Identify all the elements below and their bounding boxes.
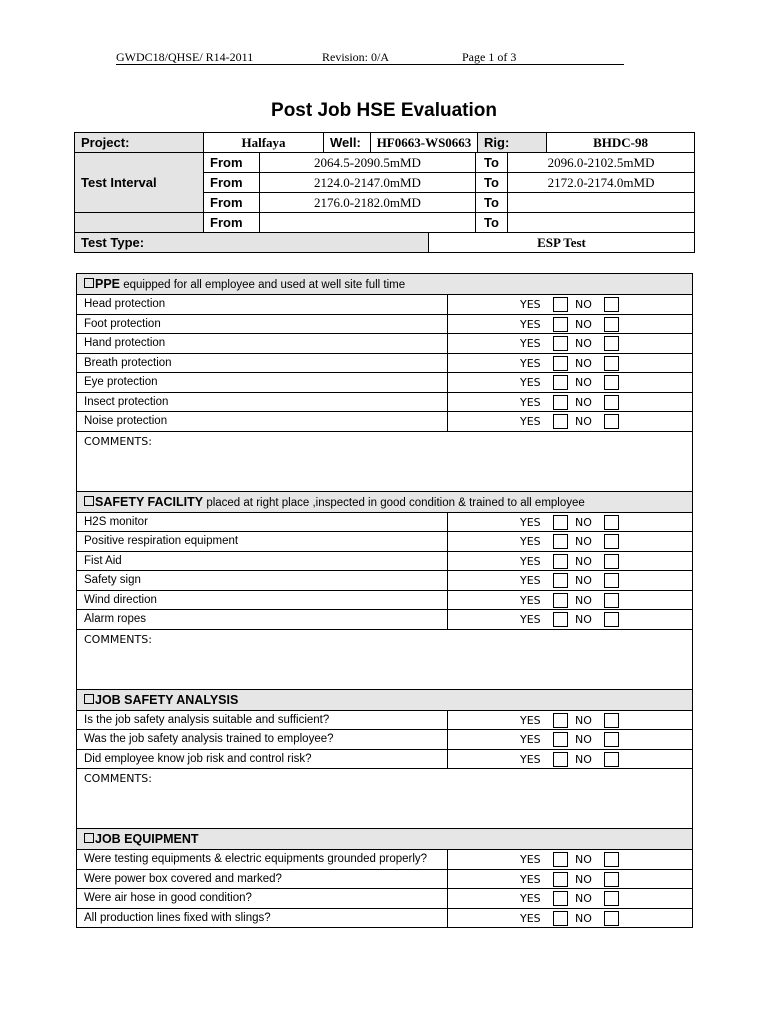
- checklist-row: [77, 512, 693, 532]
- no-label: NO: [575, 298, 592, 312]
- checklist-row: [77, 610, 693, 630]
- yes-label: YES: [520, 853, 541, 867]
- section-header: [77, 491, 693, 512]
- checklist-item-label: H2S monitor: [77, 512, 448, 532]
- comments-field[interactable]: [77, 431, 693, 491]
- interval-from-value: 2176.0-2182.0mMD: [260, 193, 476, 213]
- header-rule: [116, 64, 624, 65]
- section-header: [77, 274, 693, 295]
- checklist-row: [77, 353, 693, 373]
- no-label: NO: [575, 853, 592, 867]
- project-value: Halfaya: [204, 133, 324, 153]
- yes-label: YES: [520, 415, 541, 429]
- checklist-row: [77, 749, 693, 769]
- well-value: HF0663-WS0663: [371, 133, 478, 152]
- test-type-value: ESP Test: [429, 233, 695, 253]
- section-title: JOB SAFETY ANALYSIS: [95, 692, 239, 707]
- no-checkbox[interactable]: [604, 911, 619, 926]
- yes-label: YES: [520, 515, 541, 529]
- checklist-item-label: Fist Aid: [77, 551, 448, 571]
- yes-checkbox[interactable]: [553, 297, 568, 312]
- form-title: Post Job HSE Evaluation: [271, 100, 497, 121]
- checklist-row: [77, 392, 693, 412]
- yes-label: YES: [520, 613, 541, 627]
- to-label: To: [476, 173, 508, 193]
- yes-checkbox[interactable]: [553, 336, 568, 351]
- job-info-table: [74, 132, 695, 253]
- section-title: SAFETY FACILITY: [95, 494, 204, 509]
- checkbox-glyph-icon: [84, 496, 94, 506]
- page-number: Page 1 of 3: [462, 50, 517, 64]
- comments-row: [77, 769, 693, 829]
- no-label: NO: [575, 395, 592, 409]
- yes-checkbox[interactable]: [553, 317, 568, 332]
- checklist-row: [77, 412, 693, 432]
- yes-checkbox[interactable]: [553, 356, 568, 371]
- checklist-item-label: Were air hose in good condition?: [77, 889, 448, 909]
- checklist-item-label: Noise protection: [77, 412, 448, 432]
- checklist-item-label: Safety sign: [77, 571, 448, 591]
- checklist-row: [77, 730, 693, 750]
- comments-label: COMMENTS:: [84, 434, 152, 448]
- section-description: placed at right place ,inspected in good condition & trained to all employee: [203, 496, 585, 509]
- to-label: To: [476, 213, 508, 233]
- rig-value: BHDC-98: [593, 134, 648, 150]
- yes-checkbox[interactable]: [553, 515, 568, 530]
- no-checkbox[interactable]: [604, 612, 619, 627]
- comments-field[interactable]: [77, 769, 693, 829]
- comments-field[interactable]: [77, 629, 693, 689]
- yes-label: YES: [520, 535, 541, 549]
- yes-checkbox[interactable]: [553, 395, 568, 410]
- no-checkbox[interactable]: [604, 395, 619, 410]
- interval-from-value: 2124.0-2147.0mMD: [260, 173, 476, 193]
- yes-checkbox[interactable]: [553, 612, 568, 627]
- checklist-item-label: Alarm ropes: [77, 610, 448, 630]
- evaluation-table: [76, 273, 693, 928]
- yes-label: YES: [520, 298, 541, 312]
- from-label: From: [204, 193, 260, 213]
- section-description: equipped for all employee and used at well site full time: [120, 279, 406, 291]
- checklist-item-label: Is the job safety analysis suitable and sufficient?: [77, 710, 448, 730]
- checklist-row: [77, 889, 693, 909]
- checklist-item-label: Wind direction: [77, 590, 448, 610]
- checklist-item-label: Hand protection: [77, 334, 448, 354]
- yes-checkbox[interactable]: [553, 593, 568, 608]
- no-label: NO: [575, 911, 592, 925]
- checklist-item-label: Were power box covered and marked?: [77, 869, 448, 889]
- yes-label: YES: [520, 337, 541, 351]
- checklist-row: [77, 850, 693, 870]
- yes-label: YES: [520, 892, 541, 906]
- comments-row: [77, 431, 693, 491]
- from-label: From: [204, 153, 260, 173]
- checklist-row: [77, 869, 693, 889]
- no-label: NO: [575, 752, 592, 766]
- interval-to-value: 2096.0-2102.5mMD: [508, 153, 695, 173]
- yes-label: YES: [520, 733, 541, 747]
- no-label: NO: [575, 593, 592, 607]
- checklist-row: [77, 710, 693, 730]
- section-title: PPE: [95, 277, 121, 291]
- checklist-row: [77, 590, 693, 610]
- no-checkbox[interactable]: [604, 317, 619, 332]
- no-checkbox[interactable]: [604, 554, 619, 569]
- rig-label: Rig:: [478, 133, 547, 152]
- no-label: NO: [575, 415, 592, 429]
- checklist-item-label: All production lines fixed with slings?: [77, 908, 448, 928]
- checklist-item-label: Foot protection: [77, 314, 448, 334]
- interval-to-value: [508, 193, 695, 213]
- checklist-item-label: Breath protection: [77, 353, 448, 373]
- no-checkbox[interactable]: [604, 713, 619, 728]
- yes-label: YES: [520, 872, 541, 886]
- no-checkbox[interactable]: [604, 852, 619, 867]
- yes-label: YES: [520, 752, 541, 766]
- checklist-row: [77, 571, 693, 591]
- no-checkbox[interactable]: [604, 534, 619, 549]
- comments-row: [77, 629, 693, 689]
- checklist-row: [77, 551, 693, 571]
- comments-label: COMMENTS:: [84, 632, 152, 646]
- revision-label: Revision: 0/A: [322, 50, 390, 64]
- checklist-item-label: Insect protection: [77, 392, 448, 412]
- yes-checkbox[interactable]: [553, 713, 568, 728]
- no-checkbox[interactable]: [604, 732, 619, 747]
- yes-label: YES: [520, 574, 541, 588]
- no-checkbox[interactable]: [604, 336, 619, 351]
- to-label: To: [476, 153, 508, 173]
- yes-label: YES: [520, 713, 541, 727]
- yes-checkbox[interactable]: [553, 414, 568, 429]
- project-label: Project:: [75, 133, 204, 153]
- interval-from-value: 2064.5-2090.5mMD: [260, 153, 476, 173]
- yes-label: YES: [520, 395, 541, 409]
- no-label: NO: [575, 892, 592, 906]
- checklist-row: [77, 295, 693, 315]
- section-header: [77, 689, 693, 710]
- interval-from-value: [260, 213, 476, 233]
- no-label: NO: [575, 376, 592, 390]
- no-label: NO: [575, 574, 592, 588]
- yes-checkbox[interactable]: [553, 911, 568, 926]
- to-label: To: [476, 193, 508, 213]
- yes-checkbox[interactable]: [553, 554, 568, 569]
- checkbox-glyph-icon: [84, 833, 94, 843]
- well-label: Well:: [324, 133, 371, 152]
- no-label: NO: [575, 554, 592, 568]
- no-checkbox[interactable]: [604, 515, 619, 530]
- no-checkbox[interactable]: [604, 375, 619, 390]
- yes-label: YES: [520, 317, 541, 331]
- yes-label: YES: [520, 911, 541, 925]
- from-label: From: [204, 213, 260, 233]
- no-label: NO: [575, 515, 592, 529]
- checklist-item-label: Was the job safety analysis trained to employee?: [77, 730, 448, 750]
- yes-checkbox[interactable]: [553, 852, 568, 867]
- interval-to-value: 2172.0-2174.0mMD: [508, 173, 695, 193]
- from-label: From: [204, 173, 260, 193]
- yes-checkbox[interactable]: [553, 534, 568, 549]
- no-checkbox[interactable]: [604, 414, 619, 429]
- checkbox-glyph-icon: [84, 278, 94, 288]
- document-code: GWDC18/QHSE/ R14-2011: [116, 50, 254, 64]
- no-label: NO: [575, 733, 592, 747]
- yes-checkbox[interactable]: [553, 732, 568, 747]
- yes-checkbox[interactable]: [553, 752, 568, 767]
- yes-label: YES: [520, 554, 541, 568]
- checklist-row: [77, 532, 693, 552]
- checklist-row: [77, 373, 693, 393]
- no-label: NO: [575, 356, 592, 370]
- no-checkbox[interactable]: [604, 593, 619, 608]
- checkbox-glyph-icon: [84, 694, 94, 704]
- no-checkbox[interactable]: [604, 891, 619, 906]
- yes-checkbox[interactable]: [553, 573, 568, 588]
- checklist-row: [77, 314, 693, 334]
- no-label: NO: [575, 872, 592, 886]
- yes-label: YES: [520, 593, 541, 607]
- yes-checkbox[interactable]: [553, 872, 568, 887]
- comments-label: COMMENTS:: [84, 772, 152, 785]
- no-label: NO: [575, 613, 592, 627]
- test-type-label: Test Type:: [75, 233, 429, 253]
- test-interval-label: Test Interval: [75, 153, 204, 213]
- no-label: NO: [575, 337, 592, 351]
- no-label: NO: [575, 535, 592, 549]
- yes-checkbox[interactable]: [553, 375, 568, 390]
- blank-label-cell: [75, 213, 204, 233]
- section-header: [77, 829, 693, 850]
- checklist-item-label: Positive respiration equipment: [77, 532, 448, 552]
- yes-checkbox[interactable]: [553, 891, 568, 906]
- no-label: NO: [575, 317, 592, 331]
- no-checkbox[interactable]: [604, 356, 619, 371]
- yes-label: YES: [520, 376, 541, 390]
- section-title: JOB EQUIPMENT: [95, 832, 199, 846]
- checklist-item-label: Did employee know job risk and control risk?: [77, 749, 448, 769]
- no-checkbox[interactable]: [604, 752, 619, 767]
- checklist-item-label: Head protection: [77, 295, 448, 315]
- checklist-item-label: Eye protection: [77, 373, 448, 393]
- no-checkbox[interactable]: [604, 297, 619, 312]
- checklist-item-label: Were testing equipments & electric equipments grounded properly?: [77, 850, 448, 870]
- no-checkbox[interactable]: [604, 872, 619, 887]
- no-checkbox[interactable]: [604, 573, 619, 588]
- checklist-row: [77, 908, 693, 928]
- checklist-row: [77, 334, 693, 354]
- yes-label: YES: [520, 356, 541, 370]
- interval-to-value: [508, 213, 695, 233]
- no-label: NO: [575, 713, 592, 727]
